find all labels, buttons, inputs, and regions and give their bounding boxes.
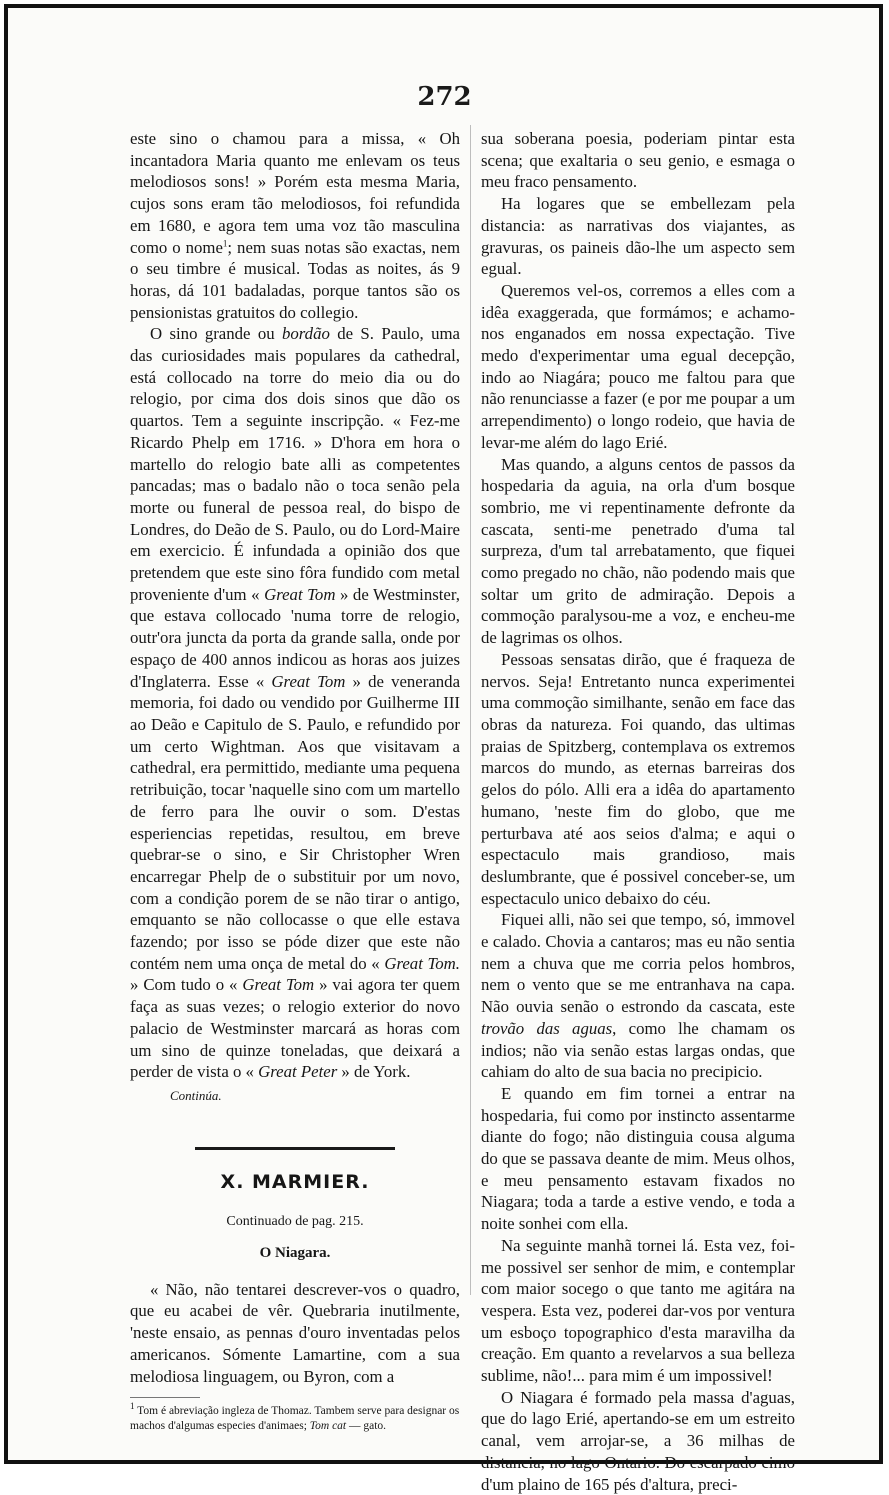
right-column bbox=[481, 128, 795, 1495]
italic-run: Great Peter bbox=[258, 1062, 338, 1082]
italic-run: Great Tom bbox=[242, 975, 315, 995]
text-run: » de Westminster, que estava collocado 'numa torre de relogio, outr'ora juncta da porta da grande salla, onde por espaço de 400 annos indicou as horas aos juizes d'Inglaterra. Esse « bbox=[130, 584, 460, 691]
footnote bbox=[130, 1401, 460, 1434]
italic-run: bordão bbox=[281, 324, 330, 344]
left-column bbox=[130, 128, 460, 1434]
footnote-rule bbox=[130, 1397, 200, 1398]
column-divider bbox=[470, 125, 471, 1295]
left-paragraph-3: « Não, não tentarei descrever-vos o quadro, que eu acabei de vêr. Quebraria inutilmente, 'neste ensaio, as pennas d'ouro inventadas pelos americanos. Sómente Lamartine, com a sua melodiosa linguagem, ou Byron, com a bbox=[130, 1279, 460, 1386]
page-number: 272 bbox=[417, 82, 472, 112]
right-paragraph-1: sua soberana poesia, poderiam pintar esta scena; que exaltaria o seu genio, e esmaga o meu fraco pensamento. bbox=[481, 129, 795, 192]
footnote-italic: Tom cat bbox=[309, 1420, 347, 1433]
right-paragraph-7: E quando em fim tornei a entrar na hospedaria, fui como por instincto assentarme diante do fogo; não distinguia cousa alguma do que se passava deante de mim. Meus olhos, e meu pensamento estavam fixados no Niagara; toda a tarde a estive vendo, e toda a noite sonhei com ella. bbox=[481, 1083, 795, 1234]
left-paragraph-2 bbox=[130, 323, 460, 1083]
left-p1-text: este sino o chamou para a missa, « Oh incantadora Maria quanto me enlevam os teus melodiosos sons! » Porém esta mesma Maria, cujos sons eram tão melodiosos, foi refundida em 1680, e agora tem uma voz tão masculina como o nome bbox=[130, 129, 460, 257]
right-paragraph-6 bbox=[481, 909, 795, 1083]
right-paragraph-9: O Niagara é formado pela massa d'aguas, que do lago Erié, apertando-se em um estreito canal, vem arrojar-se, a 36 milhas de distancia, no lago Ontario. Do escarpado cimo d'um plaino de 165 pés d'altura, preci- bbox=[481, 1387, 795, 1494]
text-run: , como lhe chamam os indios; não via senão estas largas ondas, que cahiam do alto de sua bacia no precipicio. bbox=[481, 1018, 795, 1082]
section-title: X. MARMIER. bbox=[220, 1170, 370, 1193]
text-run: » vai agora ter quem faça as suas vezes; o relogio exterior do novo palacio de Westminster marcará as horas com um sino de quinze toneladas, que deixará a perder de vista o « bbox=[130, 975, 460, 1082]
continua-label: Continúa. bbox=[170, 1087, 222, 1103]
text-run: » de York. bbox=[337, 1062, 411, 1082]
text-run: de S. Paulo, uma das curiosidades mais populares da cathedral, está collocado na torre do meio dia ou do relogio, por cima dos dois sinos que dão os quartos. Tem a seguinte inscripção. « Fez-me Ricardo Phelp em 1716. » D'hora em hora o martello do relogio bate alli as competentes pancadas; mas o badalo não o toca senão pela morte ou funeral de pessoa real, do bispo de Londres, do Deão de S. Paulo, ou do Lord-Maire em exercicio. É infundada a opinião dos que pretendem que este sino fôra fundido com metal proveniente d'um « bbox=[130, 324, 460, 604]
footnote-number: 1 bbox=[130, 1401, 135, 1412]
right-paragraph-2: Ha logares que se embellezam pela distancia: as narrativas dos viajantes, as gravuras, os paineis dão-lhe um aspecto sem egual. bbox=[481, 194, 795, 279]
text-run: » Com tudo o « bbox=[130, 975, 243, 995]
continuation-note: Continuado de pag. 215. bbox=[226, 1214, 364, 1230]
italic-run: Great Tom bbox=[264, 584, 336, 604]
italic-run: Great Tom. bbox=[384, 953, 460, 973]
right-paragraph-5: Pessoas sensatas dirão, que é fraqueza de nervos. Seja! Entretanto nunca experimentei uma commoção similhante, senão em face das obras da natureza. Foi quando, das ultimas praias de Spitzberg, contemplava os extremos marcos do mundo, as eternas barreiras dos gelos do pólo. Alli era a idêa do apartamento humano, 'neste fim do globo, que me perturbava até aos seios d'alma; e aqui o espectaculo mais grandioso, mais deslumbrante, que é possivel conceber-se, um espectaculo unico debaixo do céu. bbox=[481, 649, 795, 908]
section-rule bbox=[195, 1147, 395, 1150]
right-paragraph-3: Queremos vel-os, corremos a elles com a idêa exaggerada, que formámos; e achamo-nos enganados em nossa expectação. Tive medo d'experimentar uma egual decepção, indo ao Niagára; pouco me faltou para que não renunciasse a fazer (e por me poupar a um arrependimento) o longo rodeio, que havia de levar-me além do lago Erié. bbox=[481, 280, 795, 452]
text-run: » de veneranda memoria, foi dado ou vendido por Guilherme III ao Deão e Capitulo de S. Paulo, e refundido por um certo Wightman. Aos que visitavam a cathedral, era permittido, mediante uma pequena retribuição, tocar 'naquelle sino com um martello de ferro para lhe ouvir o som. D'estas esperiencias repetidas, resultou, em breve quebrar-se o sino, e Sir Christopher Wren encarregar Phelp de o substituir por um novo, com a condição porem de se não tirar o antigo, emquanto se não collocasse o que elle estava fazendo; por isso se póde dizer que este não contém nem uma onça de metal do « bbox=[130, 671, 461, 973]
italic-run: trovão das aguas bbox=[481, 1018, 613, 1038]
subsection-title: O Niagara. bbox=[259, 1245, 331, 1262]
right-paragraph-4: Mas quando, a alguns centos de passos da hospedaria da aguia, na orla d'um bosque sombrio, me vi repentinamente defronte da cascata, senti-me penetrado d'uma tal surpreza, d'um tal arrebatamento, que fiquei como pregado no chão, não podendo mais que soltar um grito de admiração. Depois a commoção paralysou-me a voz, e encheu-me de lagrimas os olhos. bbox=[481, 454, 795, 648]
italic-run: Great Tom bbox=[271, 671, 346, 691]
text-run: O sino grande ou bbox=[150, 324, 282, 344]
footnote-text: Tom é abreviação ingleza de Thomaz. Tambem serve para designar os machos d'algumas especies d'animaes; bbox=[130, 1405, 460, 1433]
left-p1-rest: ; nem suas notas são exactas, nem o seu timbre é musical. Todas as noites, ás 9 horas, dá 101 badaladas, porque tantos são os pensionistas gratuitos do collegio. bbox=[130, 237, 460, 322]
left-paragraph-1 bbox=[130, 128, 460, 323]
text-run: Fiquei alli, não sei que tempo, só, immovel e calado. Chovia a cantaros; mas eu não sentia nem a chuva que me corria pelos hombros, nem o vento que se me entranhava na capa. Não ouvia senão o estrondo da cascata, este bbox=[481, 910, 795, 1017]
right-paragraph-8: Na seguinte manhã tornei lá. Esta vez, foi-me possivel ser senhor de mim, e contemplar com maior socego o que tanto me agitára na vespera. Esta vez, poderei dar-vos por ventura um esboço topographico d'esta maravilha da creação. Em quanto a revelarvos a sua belleza sublime, não!... para mim é um impossivel! bbox=[481, 1235, 795, 1386]
footnote-text: — gato. bbox=[346, 1420, 387, 1433]
footnote-marker: 1 bbox=[222, 237, 228, 248]
